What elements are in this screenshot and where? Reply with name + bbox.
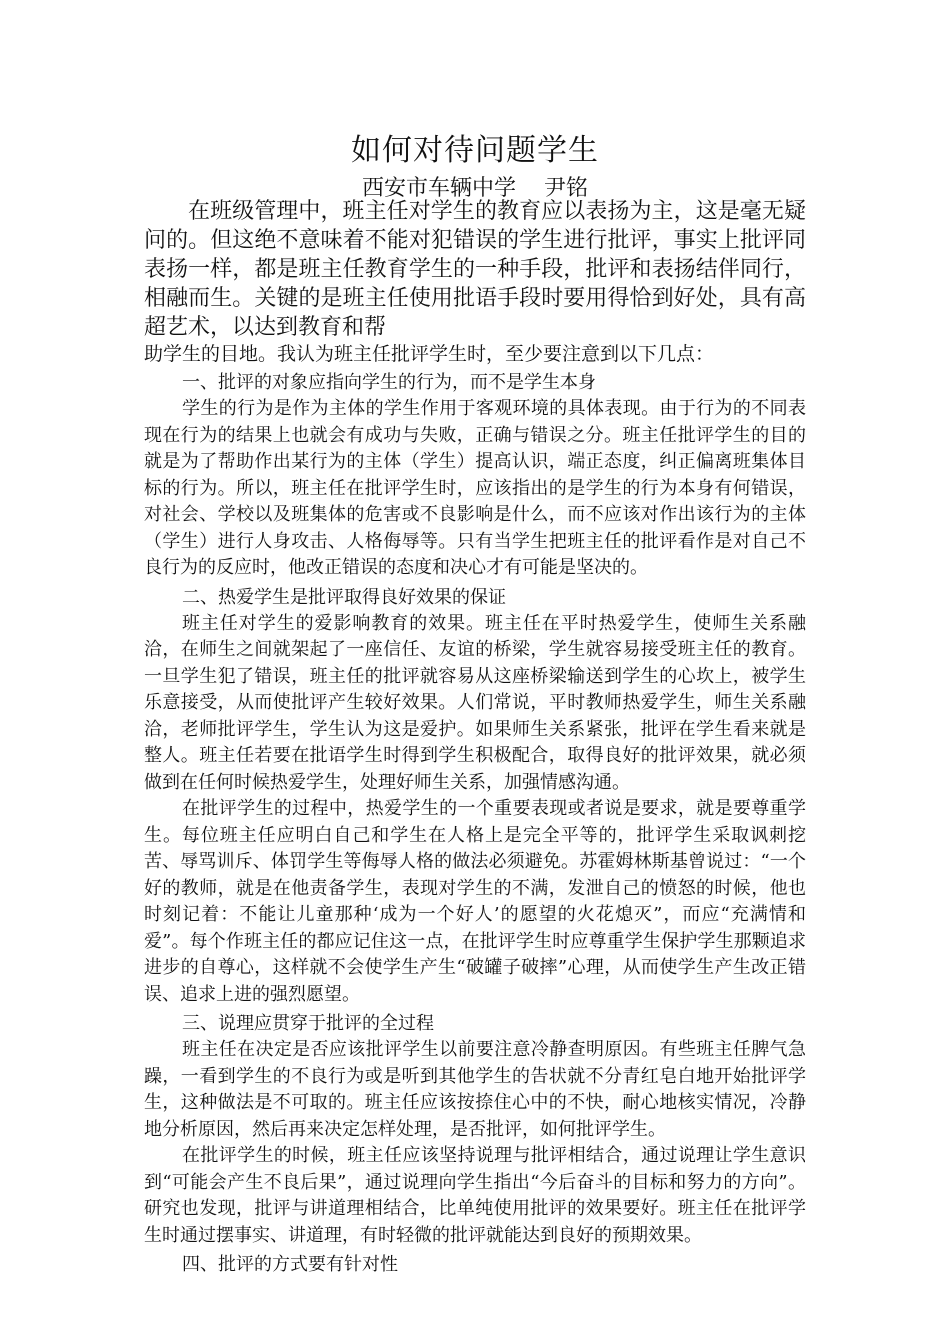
intro-paragraph (144, 197, 806, 342)
section-heading-3: 三、说理应贯穿于批评的全过程 (182, 1013, 434, 1034)
document-body (144, 197, 806, 1278)
section-heading-1: 一、批评的对象应指向学生的行为，而不是学生本身 (182, 372, 596, 393)
intro-large-text: 在班级管理中，班主任对学生的教育应以表扬为主，这是毫无疑问的。但这绝不意味着不能对犯错误的学生进行批评，事实上批评同表扬一样，都是班主任教育学生的一种手段，批评和表扬结伴同行，相融而生。关键的是班主任使用批语手段时要用得恰到好处，具有高超艺术，以达到教育和帮 (144, 199, 806, 340)
document-title: 如何对待问题学生 (351, 133, 599, 168)
section-3-paragraph-1: 班主任在决定是否应该批评学生以前要注意冷静查明原因。有些班主任脾气急躁，一看到学生的不良行为或是听到其他学生的告状就不分青红皂白地开始批评学生，这种做法是不可取的。班主任应该按捺住心中的不快，耐心地核实情况，冷静地分析原因，然后再来决定怎样处理，是否批评，如何批评学生。 (144, 1039, 806, 1140)
section-heading-2: 二、热爱学生是批评取得良好效果的保证 (182, 586, 506, 608)
section-2-paragraph-2: 在批评学生的过程中，热爱学生的一个重要表现或者说是要求，就是要尊重学生。每位班主任应明白自己和学生在人格上是完全平等的，批评学生采取讽刺挖苦、辱骂训斥、体罚学生等侮辱人格的做法必须避免。苏霍姆林斯基曾说过：“一个好的教师，就是在他责备学生，表现对学生的不满，发泄自己的愤怒的时候，他也时刻记着：不能让儿童那种‘成为一个好人’的愿望的火花熄灭”，而应“充满情和爱”。每个作班主任的都应记住这一点，在批评学生时应尊重学生保护学生那颗追求进步的自尊心，这样就不会使学生产生“破罐子破摔”心理，从而使学生产生改正错误、追求上进的强烈愿望。 (144, 798, 806, 1005)
section-3-paragraph-2: 在批评学生的时候，班主任应该坚持说理与批评相结合，通过说理让学生意识到“可能会产生不良后果”，通过说理向学生指出“今后奋斗的目标和努力的方向”。研究也发现，批评与讲道理相结合，比单纯使用批评的效果要好。班主任在批评学生时通过摆事实、讲道理，有时轻微的批评就能达到良好的预期效果。 (144, 1145, 806, 1246)
section-2-paragraph-1: 班主任对学生的爱影响教育的效果。班主任在平时热爱学生，使师生关系融洽，在师生之间就架起了一座信任、友谊的桥梁，学生就容易接受班主任的教育。一旦学生犯了错误，班主任的批评就容易从这座桥梁输送到学生的心坎上，被学生乐意接受，从而使批评产生较好效果。人们常说，平时教师热爱学生，师生关系融洽，老师批评学生，学生认为这是爱护。如果师生关系紧张，批评在学生看来就是整人。班主任若要在批语学生时得到学生积极配合，取得良好的批评效果，就必须做到在任何时候热爱学生，处理好师生关系，加强情感沟通。 (144, 612, 806, 793)
section-heading-4: 四、批评的方式要有针对性 (182, 1254, 398, 1275)
author-byline: 西安市车辆中学 尹铭 (362, 176, 588, 201)
intro-paragraph-tail: 助学生的目地。我认为班主任批评学生时，至少要注意到以下几点： (144, 343, 715, 365)
section-1-paragraph-1: 学生的行为是作为主体的学生作用于客观环境的具体表现。由于行为的不同表现在行为的结果上也就会有成功与失败，正确与错误之分。班主任批评学生的目的就是为了帮助作出某行为的主体（学生）提高认识，端正态度，纠正偏离班集体目标的行为。所以，班主任在批评学生时，应该指出的是学生的行为本身有何错误，对社会、学校以及班集体的危害或不良影响是什么，而不应该对作出该行为的主体（学生）进行人身攻击、人格侮辱等。只有当学生把班主任的批评看作是对自己不良行为的反应时，他改正错误的态度和决心才有可能是坚决的。 (144, 398, 806, 578)
